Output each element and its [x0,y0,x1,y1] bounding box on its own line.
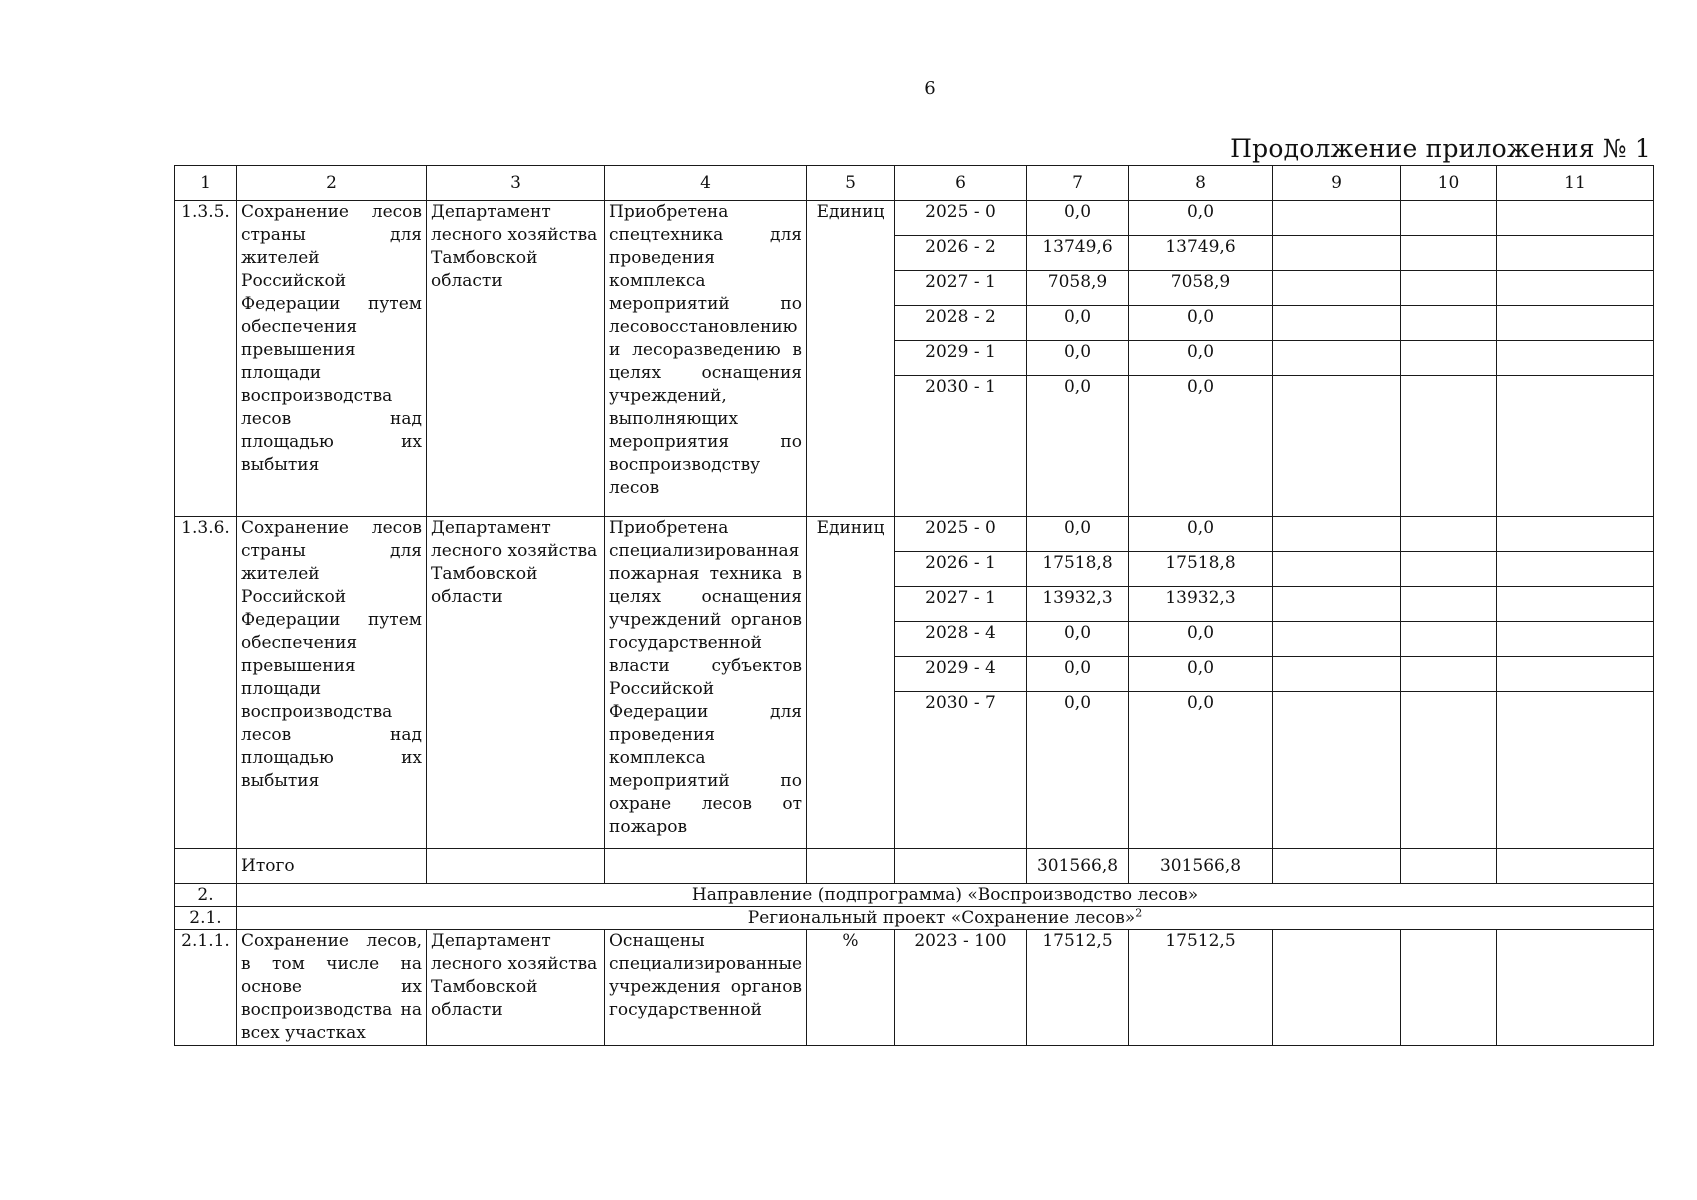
row-executor: Департамент лесного хозяйства Тамбовской области [427,930,605,1046]
header-col-8: 8 [1129,166,1273,201]
empty-cell [1273,622,1401,657]
empty-cell [807,849,895,884]
empty-cell [1497,692,1654,849]
total-label: Итого [237,849,427,884]
row-number: 1.3.5. [175,201,237,517]
row-result: Оснащены специализированные учреждения органов государственной [605,930,807,1046]
row-executor: Департамент лесного хозяйства Тамбовской области [427,517,605,849]
empty-cell [1273,236,1401,271]
appendix-title: Продолжение приложения № 1 [1230,134,1651,163]
empty-cell [1273,849,1401,884]
value-col-8: 17518,8 [1129,552,1273,587]
row-name: Сохранение лесов страны для жителей Российской Федерации путем обеспечения превышения площади воспроизводства лесов над площадью их выбытия [237,517,427,849]
value-col-7: 13749,6 [1027,236,1129,271]
header-col-1: 1 [175,166,237,201]
row-number: 1.3.6. [175,517,237,849]
year-value: 2029 - 1 [895,341,1027,376]
row-result: Приобретена специализированная пожарная техника в целях оснащения учреждений органов государственной власти субъектов Российской Федерации для проведения комплекса мероприятий по охране лесов от пожаров [605,517,807,849]
total-col-8: 301566,8 [1129,849,1273,884]
table-row [175,201,1654,236]
empty-cell [1497,552,1654,587]
value-col-7: 0,0 [1027,376,1129,517]
empty-cell [1497,622,1654,657]
empty-cell [1497,376,1654,517]
empty-cell [1401,552,1497,587]
year-value: 2028 - 4 [895,622,1027,657]
empty-cell [895,849,1027,884]
empty-cell [1273,376,1401,517]
empty-cell [1401,622,1497,657]
value-col-8: 17512,5 [1129,930,1273,1046]
empty-cell [1273,271,1401,306]
empty-cell [1401,587,1497,622]
header-col-10: 10 [1401,166,1497,201]
empty-cell [1497,587,1654,622]
footnote-mark: 2 [1135,906,1143,920]
empty-cell [1273,692,1401,849]
row-unit: Единиц [807,517,895,849]
section-row [175,907,1654,930]
empty-cell [1401,930,1497,1046]
empty-cell [1401,341,1497,376]
value-col-8: 13749,6 [1129,236,1273,271]
empty-cell [1273,587,1401,622]
year-value: 2023 - 100 [895,930,1027,1046]
empty-cell [1401,692,1497,849]
section-number: 2. [175,884,237,907]
value-col-7: 0,0 [1027,341,1129,376]
table-row [175,930,1654,1046]
year-value: 2028 - 2 [895,306,1027,341]
empty-cell [1497,306,1654,341]
empty-cell [1497,236,1654,271]
table-row [175,517,1654,552]
row-number: 2.1.1. [175,930,237,1046]
value-col-8: 13932,3 [1129,587,1273,622]
empty-cell [1401,657,1497,692]
header-col-11: 11 [1497,166,1654,201]
empty-cell [1401,271,1497,306]
empty-cell [1497,341,1654,376]
empty-cell [605,849,807,884]
value-col-7: 0,0 [1027,622,1129,657]
value-col-8: 0,0 [1129,517,1273,552]
empty-cell [1401,236,1497,271]
header-col-3: 3 [427,166,605,201]
empty-cell [1497,849,1654,884]
value-col-8: 0,0 [1129,341,1273,376]
total-col-7: 301566,8 [1027,849,1129,884]
empty-cell [1401,376,1497,517]
year-value: 2025 - 0 [895,517,1027,552]
empty-cell [1497,201,1654,236]
empty-cell [1273,517,1401,552]
value-col-8: 0,0 [1129,692,1273,849]
value-col-8: 0,0 [1129,376,1273,517]
empty-cell [1273,201,1401,236]
empty-cell [1497,930,1654,1046]
year-value: 2029 - 4 [895,657,1027,692]
header-col-7: 7 [1027,166,1129,201]
subsection-title-text: Региональный проект «Сохранение лесов» [747,908,1136,928]
row-name: Сохранение лесов страны для жителей Российской Федерации путем обеспечения превышения площади воспроизводства лесов над площадью их выбытия [237,201,427,517]
header-col-5: 5 [807,166,895,201]
empty-cell [1273,552,1401,587]
header-col-6: 6 [895,166,1027,201]
empty-cell [1497,517,1654,552]
empty-cell [1497,271,1654,306]
value-col-7: 17518,8 [1027,552,1129,587]
header-col-2: 2 [237,166,427,201]
empty-cell [1273,930,1401,1046]
value-col-7: 7058,9 [1027,271,1129,306]
year-value: 2026 - 1 [895,552,1027,587]
row-result: Приобретена спецтехника для проведения комплекса мероприятий по лесовосстановлению и лесоразведению в целях оснащения учреждений, выполняющих мероприятия по воспроизводству лесов [605,201,807,517]
total-row [175,849,1654,884]
header-row [175,166,1654,201]
row-unit: Единиц [807,201,895,517]
empty-cell [1273,306,1401,341]
header-col-4: 4 [605,166,807,201]
value-col-7: 0,0 [1027,306,1129,341]
section-row [175,884,1654,907]
year-value: 2026 - 2 [895,236,1027,271]
empty-cell [1401,201,1497,236]
row-name: Сохранение лесов, в том числе на основе их воспроизводства на всех участках [237,930,427,1046]
value-col-7: 0,0 [1027,201,1129,236]
value-col-8: 0,0 [1129,201,1273,236]
empty-cell [1273,657,1401,692]
value-col-7: 0,0 [1027,517,1129,552]
page-number: 6 [924,78,936,99]
value-col-8: 0,0 [1129,657,1273,692]
value-col-8: 0,0 [1129,306,1273,341]
empty-cell [427,849,605,884]
empty-cell [1401,517,1497,552]
value-col-7: 17512,5 [1027,930,1129,1046]
section-title: Направление (подпрограмма) «Воспроизводство лесов» [237,884,1654,907]
value-col-7: 0,0 [1027,692,1129,849]
year-value: 2027 - 1 [895,271,1027,306]
value-col-8: 0,0 [1129,622,1273,657]
empty-cell [1497,657,1654,692]
value-col-8: 7058,9 [1129,271,1273,306]
year-value: 2030 - 1 [895,376,1027,517]
year-value: 2030 - 7 [895,692,1027,849]
empty-cell [1401,306,1497,341]
empty-cell [1401,849,1497,884]
header-col-9: 9 [1273,166,1401,201]
row-executor: Департамент лесного хозяйства Тамбовской области [427,201,605,517]
year-value: 2025 - 0 [895,201,1027,236]
empty-cell [1273,341,1401,376]
value-col-7: 13932,3 [1027,587,1129,622]
subsection-number: 2.1. [175,907,237,930]
row-unit: % [807,930,895,1046]
year-value: 2027 - 1 [895,587,1027,622]
value-col-7: 0,0 [1027,657,1129,692]
empty-cell [175,849,237,884]
appendix-table [174,165,1654,1046]
subsection-title [237,907,1654,930]
